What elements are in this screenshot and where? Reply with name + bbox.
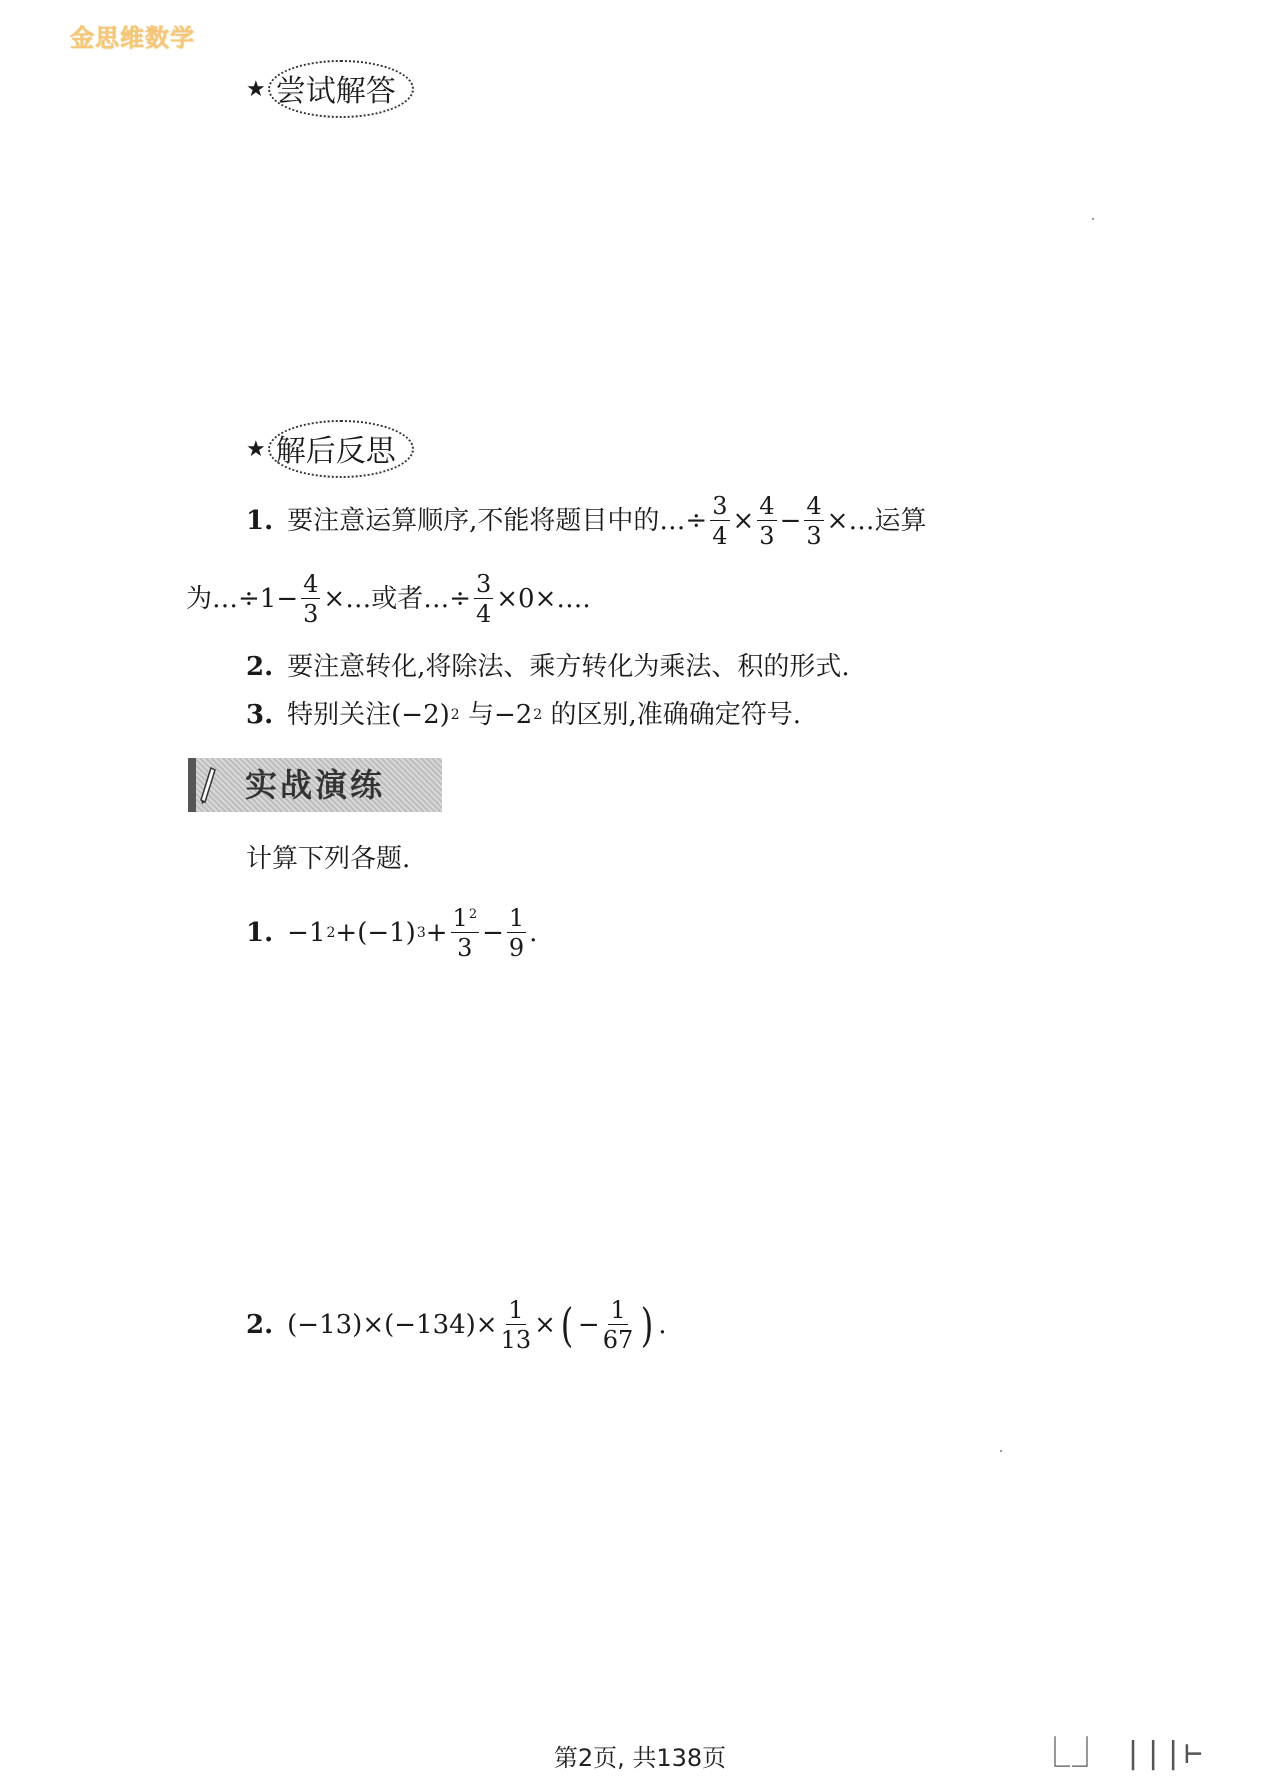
superscript: 2 [468,907,478,922]
text: 与−2 [459,700,533,730]
text: ×…运算 [826,506,927,536]
item-number: 2. [246,652,274,682]
numerator: 4 [806,492,822,520]
fraction [757,494,776,548]
superscript: 2 [326,925,336,941]
question-1 [246,906,537,960]
fraction [451,906,480,960]
operator: + [425,918,448,948]
reflect-item-1-line-2 [186,572,591,626]
item-number: 1. [246,506,274,536]
period: . [529,918,538,948]
practice-title: 实战演练 [245,766,386,804]
denominator: 3 [759,522,775,550]
term: +(−1) [335,918,416,948]
denominator: 3 [303,600,319,628]
denominator: 4 [475,600,492,628]
numerator: 1 [508,1296,524,1324]
section-badge-reflect [246,420,414,478]
item-number: 3. [246,700,274,730]
denominator: 3 [457,934,473,962]
text: ×…或者…÷ [323,584,471,614]
numerator: 4 [759,492,775,520]
numerator: 1 [610,1296,626,1324]
scan-speck [1000,1450,1002,1452]
operator: − [482,918,504,948]
superscript: 2 [533,707,543,723]
text: ×0×…. [496,584,591,614]
fraction [474,572,493,626]
section-badge-try [246,60,414,118]
term: −1 [287,918,326,948]
denominator: 3 [806,522,822,550]
scan-speck [1092,218,1094,220]
page-indicator: 第2页, 共138页 [553,1744,727,1772]
right-paren: ) [640,1298,654,1352]
item-number: 2. [246,1310,274,1340]
text: 计算下列各题. [246,844,411,874]
fraction [710,494,729,548]
star-icon: ★ [246,76,266,102]
denominator: 9 [508,934,525,962]
text: 特别关注(−2) [287,700,450,730]
denominator: 4 [712,522,728,550]
section-label: 解后反思 [268,420,414,478]
practice-intro [246,846,410,872]
watermark-logo: 金思维数学 [70,24,195,52]
numerator-base: 1 [452,904,468,932]
text: 为…÷1− [186,584,299,614]
operator: × [732,506,755,536]
superscript: 3 [416,925,426,941]
numerator: 3 [475,570,492,598]
numerator: 1 [508,904,525,932]
reflect-item-1-line-1 [246,494,926,548]
operator: − [577,1310,600,1340]
fraction [804,494,823,548]
numerator: 4 [303,570,319,598]
star-icon: ★ [246,436,266,462]
period: . [658,1310,667,1340]
numerator [451,906,480,933]
left-paren: ( [560,1298,574,1352]
reflect-item-3 [246,702,801,728]
reflect-item-2 [246,654,850,680]
section-label: 尝试解答 [268,60,414,118]
question-2 [246,1298,666,1352]
fraction [301,572,320,626]
text: 要注意运算顺序,不能将题目中的…÷ [287,506,708,536]
term: (−13)×(−134)× [287,1310,498,1340]
item-number: 1. [246,918,274,948]
numerator: 3 [712,492,728,520]
fraction [501,1298,532,1352]
operator: − [779,506,802,536]
fraction [603,1298,634,1352]
denominator: 13 [500,1326,532,1354]
text: 要注意转化,将除法、乘方转化为乘法、积的形式. [287,652,850,682]
operator: × [534,1310,556,1340]
superscript: 2 [450,707,460,723]
denominator: 67 [602,1326,634,1354]
toolbar-glyphs[interactable]: ⎿⏌ |||⊢ [1040,1736,1205,1771]
pen-icon [195,764,219,804]
text: 的区别,准确确定符号. [542,700,802,730]
fraction [507,906,526,960]
